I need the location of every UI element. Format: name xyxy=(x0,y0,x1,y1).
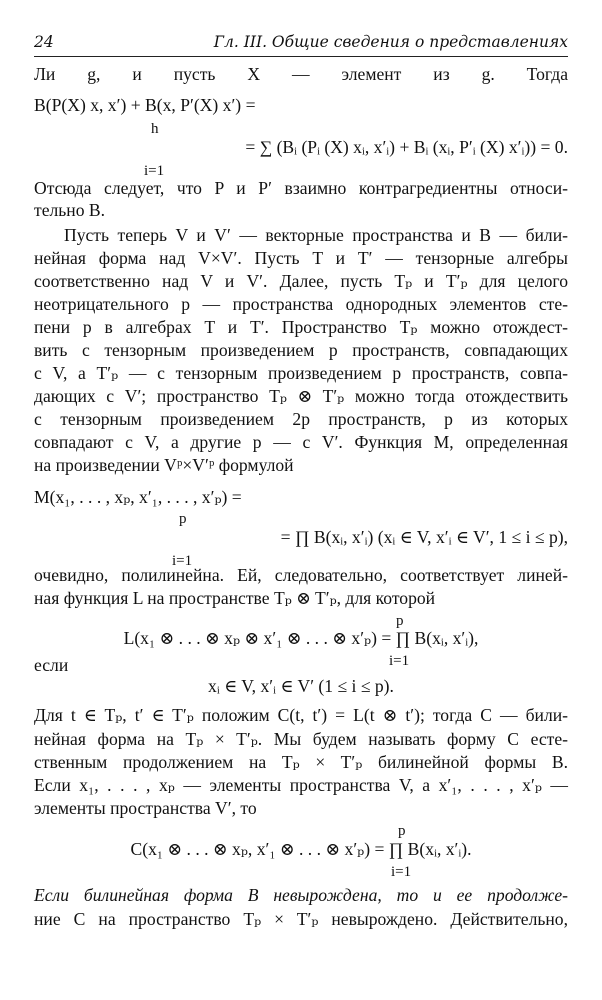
formula-line: B(P(X) x, x′) + B(x, P′(X) x′) = xyxy=(34,95,256,115)
formula-line: = ∏ B(xᵢ, x′ᵢ) (xᵢ ∈ V, x′ᵢ ∈ V′, 1 ≤ i ≤ p), xyxy=(280,527,568,547)
text-line: ная функция L на пространстве Tₚ ⊗ T′ₚ, для которой xyxy=(34,588,436,608)
text-line: Для t ∈ Tₚ, t′ ∈ T′ₚ положим C(t, t′) = L(t ⊗ t′); тогда C — били- xyxy=(34,705,568,725)
text-line: нейная форма на Tₚ × T′ₚ. Мы будем называть форму C есте- xyxy=(34,729,568,749)
product-lower-limit: i=1 xyxy=(391,864,412,880)
formula-line: M(x₁, . . . , xₚ, x′₁, . . . , x′ₚ) = xyxy=(34,487,242,507)
formula-line: xᵢ ∈ V, x′ᵢ ∈ V′ (1 ≤ i ≤ p). xyxy=(208,676,394,696)
sum-lower-limit: i=1 xyxy=(144,163,165,179)
text-line: тельно B. xyxy=(34,200,106,220)
text-line: совпадают с V, а другие p — с V′. Функция M, определенная xyxy=(34,432,568,452)
product-upper-limit: p xyxy=(179,511,187,527)
text-line: с тензорным произведением 2p пространств, p из которых xyxy=(34,409,568,429)
product-lower-limit: i=1 xyxy=(172,553,193,569)
text-line: ственным продолжением на Tₚ × T′ₚ билинейной формы B. xyxy=(34,752,568,772)
text-line: дающих с V′; пространство Tₚ ⊗ T′ₚ можно тогда отождествить xyxy=(34,386,568,406)
formula-line: = ∑ (Bᵢ (Pᵢ (X) xᵢ, x′ᵢ) + Bᵢ (xᵢ, P′ᵢ (X) x′ᵢ)) = 0. xyxy=(245,137,568,157)
text-line: элементы пространства V′, то xyxy=(34,798,257,818)
product-lower-limit: i=1 xyxy=(389,653,410,669)
theorem-line: ние C на пространство Tₚ × T′ₚ невырождено. Действительно, xyxy=(34,909,568,929)
paragraph-first-line: Пусть теперь V и V′ — векторные пространства и B — били- xyxy=(64,225,568,245)
formula-line: L(x₁ ⊗ . . . ⊗ xₚ ⊗ x′₁ ⊗ . . . ⊗ x′ₚ) = ∏ B(xᵢ, x′ᵢ), xyxy=(123,628,479,648)
theorem-line: Если билинейная форма B невырождена, то и ее продолже- xyxy=(34,885,568,905)
running-title: Гл. III. Общие сведения о представлениях xyxy=(213,33,568,51)
text-line: очевидно, полилинейна. Ей, следовательно, соответствует линей- xyxy=(34,565,568,585)
text-line: Если x₁, . . . , xₚ — элементы пространства V, а x′₁, . . . , x′ₚ — xyxy=(34,775,568,795)
text-line: вить с тензорным произведением p пространств, совпадающих xyxy=(34,340,568,360)
product-upper-limit: p xyxy=(396,613,404,629)
text-line: пени p в алгебрах T и T′. Пространство Tₚ можно отождест- xyxy=(34,317,568,337)
text-line: с V, а T′ₚ — с тензорным произведением p пространств, совпа- xyxy=(34,363,568,383)
text-line: если xyxy=(34,655,69,675)
text-line: нейная форма над V×V′. Пусть T и T′ — тензорные алгебры xyxy=(34,248,568,268)
text-line: неотрицательного p — пространства однородных элементов сте- xyxy=(34,294,568,314)
text-line: соответственно над V и V′. Далее, пусть Tₚ и T′ₚ для целого xyxy=(34,271,568,291)
page-number: 24 xyxy=(34,33,54,51)
text-line: Ли g, и пусть X — элемент из g. Тогда xyxy=(34,64,568,84)
page-header xyxy=(34,30,568,57)
product-upper-limit: p xyxy=(398,823,406,839)
text-line: на произведении Vᵖ×V′ᵖ формулой xyxy=(34,455,294,475)
formula-line: C(x₁ ⊗ . . . ⊗ xₚ, x′₁ ⊗ . . . ⊗ x′ₚ) = ∏ B(xᵢ, x′ᵢ). xyxy=(130,839,472,859)
sum-upper-limit: h xyxy=(151,121,159,137)
text-line: Отсюда следует, что P и P′ взаимно контрагредиентны относи- xyxy=(34,178,568,198)
